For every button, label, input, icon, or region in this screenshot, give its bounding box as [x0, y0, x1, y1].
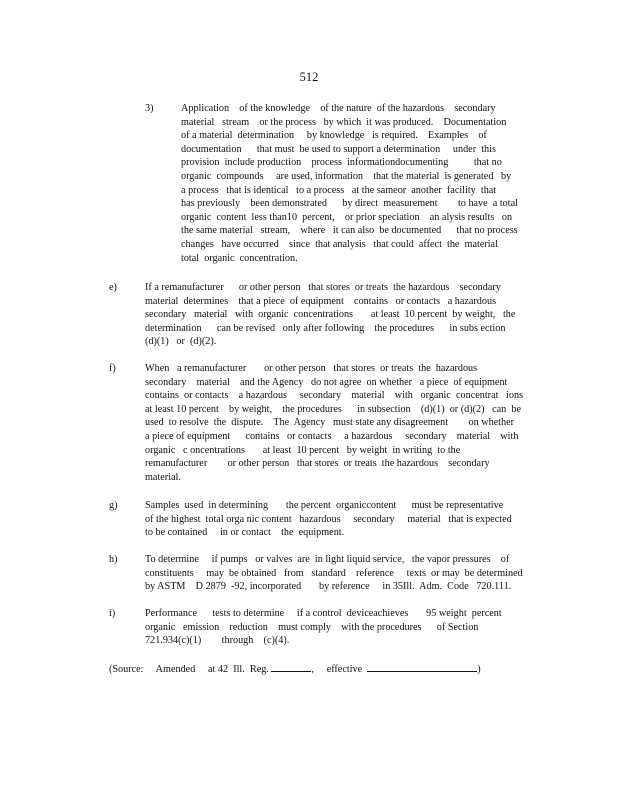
text-line: 721.934(c)(1) through (c)(4).	[145, 635, 290, 647]
text-line: changes have occurred since that analysis that could affect the material	[181, 238, 498, 250]
subsection-text	[145, 607, 549, 648]
page-number: 512	[299, 70, 319, 84]
text-line: material determines that a piece of equipment contains or contacts a hazardous	[145, 295, 497, 307]
text-line: Performance tests to determine if a control deviceachieves 95 weight percent	[145, 608, 502, 619]
subsection-text	[145, 362, 549, 484]
text-line: (d)(1) or (d)(2).	[145, 336, 217, 348]
subsection-text	[145, 553, 549, 594]
text-line: Samples used in determining the percent organiccontent must be representative	[145, 500, 504, 511]
text-line: organic c oncentrations at least 10 percent by weight in writing to the	[145, 444, 461, 456]
text-line: remanufacturer or other person that stores or treats the hazardous secondary	[145, 458, 490, 470]
subsection-label: g)	[109, 500, 118, 511]
text-line: has previously been demonstrated by direct measurement to have a total	[181, 198, 518, 210]
text-line: a piece of equipment contains or contacts a hazardous secondary material with	[145, 430, 519, 442]
text-line: organic compounds are used, information that the material is generated by	[181, 170, 512, 182]
subsection-text	[181, 102, 545, 265]
text-line: secondary material and the Agency do not agree on whether a piece of equipment	[145, 376, 508, 388]
text-line: provision include production process informationdocumenting that no	[181, 157, 502, 169]
text-line: documentation that must be used to support a determination under this	[181, 143, 496, 155]
subsection-label: h)	[109, 554, 118, 565]
source-suffix: )	[477, 664, 481, 675]
text-line: material.	[145, 471, 181, 483]
text-line: by ASTM D 2879 -92, incorporated by reference in 35Ill. Adm. Code 720.111.	[145, 581, 512, 593]
subsection-text	[145, 499, 549, 540]
source-middle: , effective	[311, 664, 368, 675]
text-line: a process that is identical to a process at the sameor another facility that	[181, 184, 497, 196]
text-line: the same material stream, where it can also be documented that no process	[181, 225, 518, 237]
text-line: material stream or the process by which it was produced. Documentation	[181, 116, 507, 128]
subsection-label: e)	[109, 282, 117, 293]
source-note	[109, 661, 549, 677]
text-line: determination can be revised only after following the procedures in subs ection	[145, 322, 506, 334]
text-line: contains or contacts a hazardous secondary material with organic concentrat ions	[145, 390, 524, 402]
text-line: organic emission reduction must comply with the procedures of Section	[145, 621, 479, 633]
source-line	[109, 661, 549, 677]
text-line: of the highest total orga nic content hazardous secondary material that is expected	[145, 513, 512, 525]
text-line: constituents may be obtained from standard reference texts or may be determined	[145, 567, 523, 579]
text-line: at least 10 percent by weight, the procedures in subsection (d)(1) or (d)(2) can be	[145, 403, 521, 415]
text-line: If a remanufacturer or other person that stores or treats the hazardous secondary	[145, 282, 501, 293]
subsection-text	[145, 281, 549, 349]
register-blank	[271, 661, 311, 672]
text-line: used to resolve the dispute. The Agency must state any disagreement on whether	[145, 417, 515, 429]
subsection-label: 3)	[145, 103, 154, 114]
text-line: organic content less than10 percent, or prior speciation an alysis results on	[181, 211, 513, 223]
subsection-label: f)	[109, 363, 116, 374]
subsection-label: i)	[109, 608, 116, 619]
source-prefix: (Source: Amended at 42 Ill. Reg.	[109, 664, 272, 675]
text-line: When a remanufacturer or other person that stores or treats the hazardous	[145, 363, 478, 374]
text-line: total organic concentration.	[181, 252, 298, 264]
text-line: secondary material with organic concentrations at least 10 percent by weight, the	[145, 309, 516, 321]
text-line: of a material determination by knowledge is required. Examples of	[181, 130, 487, 142]
effective-date-blank	[367, 661, 477, 672]
text-line: To determine if pumps or valves are in light liquid service, the vapor pressures of	[145, 554, 510, 565]
text-line: to be contained in or contact the equipment.	[145, 527, 345, 539]
text-line: Application of the knowledge of the nature of the hazardous secondary	[181, 103, 496, 114]
